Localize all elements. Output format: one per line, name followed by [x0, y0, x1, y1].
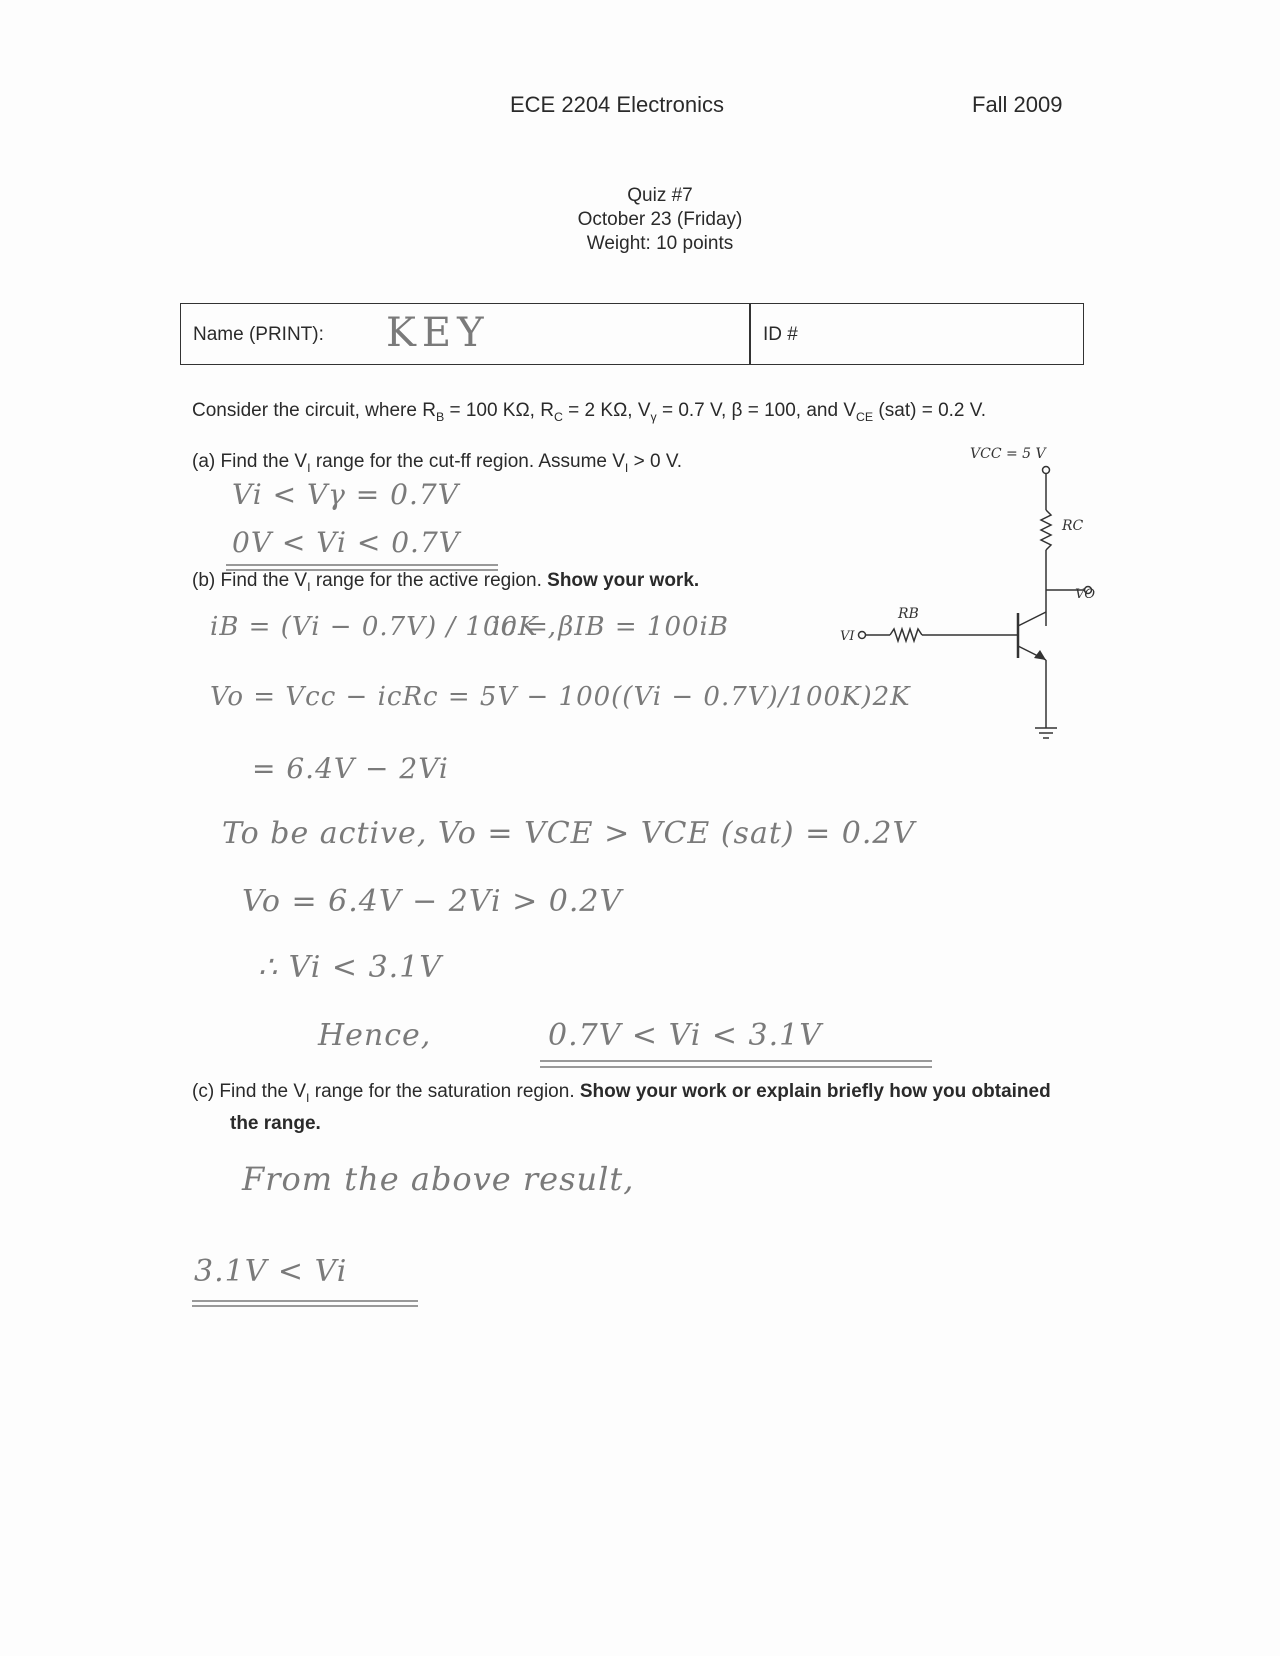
quiz-info [560, 184, 760, 256]
rc-label: RC [1062, 518, 1084, 534]
answer-c-line2: 3.1V < Vi [194, 1254, 348, 1289]
answer-b-underline [540, 1066, 932, 1068]
answer-b-hence: Hence, [318, 1018, 432, 1053]
answer-b-underline [540, 1060, 932, 1062]
rb-resistor [890, 629, 922, 641]
box-divider [749, 304, 751, 364]
answer-b-ib: iB = (Vi − 0.7V) / 100K , [210, 612, 557, 642]
vcc-label: VCC = 5 V [970, 446, 1046, 462]
bjt-circuit-diagram [840, 438, 1100, 758]
answer-b-condition: Vo = 6.4V − 2Vi > 0.2V [242, 884, 623, 919]
answer-b-therefore: ∴ Vi < 3.1V [258, 950, 442, 985]
name-id-box [180, 303, 1084, 365]
rc-resistor [1041, 510, 1051, 550]
answer-c-underline [192, 1305, 418, 1307]
answer-a-line1: Vi < Vγ = 0.7V [232, 478, 459, 511]
answer-b-ic: ic = βIB = 100iB [492, 612, 729, 642]
name-label: Name (PRINT): [193, 324, 324, 345]
answer-c-underline [192, 1300, 418, 1302]
question-c: (c) Find the $V_I$ range for the saturation region. Show your work or explain briefly how you obtained the range. [192, 1081, 1051, 1134]
quiz-weight: Weight: 10 points [586, 233, 734, 254]
answer-c-line1: From the above result, [242, 1160, 635, 1198]
answer-b-active: To be active, Vo = VCE > VCE (sat) = 0.2V [222, 816, 916, 851]
question-b: (b) Find the $V_I$ range for the active region. Show your work. [192, 570, 700, 594]
answer-a-line2: 0V < Vi < 0.7V [232, 526, 460, 559]
answer-b-vo1: Vo = Vcc − icRc = 5V − 100((Vi − 0.7V)/100K)2K [210, 682, 911, 712]
term: Fall 2009 [972, 92, 1063, 117]
id-label: ID # [763, 324, 798, 345]
quiz-number: Quiz #7 [627, 185, 693, 206]
answer-b-result: 0.7V < Vi < 3.1V [548, 1018, 822, 1053]
answer-a-underline [226, 564, 498, 566]
vi-terminal [859, 632, 866, 639]
vi-label: VI [840, 629, 855, 644]
problem-statement: Consider the circuit, where $R_B = 100$ KΩ, $R_C = 2$ KΩ, $V_\gamma = 0.7$ V, β = 100, and $V_{CE}$ (sat) = 0.2 V. [192, 400, 986, 424]
vcc-terminal [1043, 467, 1050, 474]
name-value: KEY [386, 310, 490, 356]
answer-b-vo2: = 6.4V − 2Vi [252, 752, 449, 785]
question-a: (a) Find the $V_I$ range for the cut-ff region. Assume $V_I > 0$ V. [192, 451, 683, 475]
quiz-date: October 23 (Friday) [577, 209, 743, 230]
course-title: ECE 2204 Electronics [510, 92, 724, 117]
vo-label: VO [1075, 587, 1095, 602]
rb-label: RB [898, 606, 919, 622]
